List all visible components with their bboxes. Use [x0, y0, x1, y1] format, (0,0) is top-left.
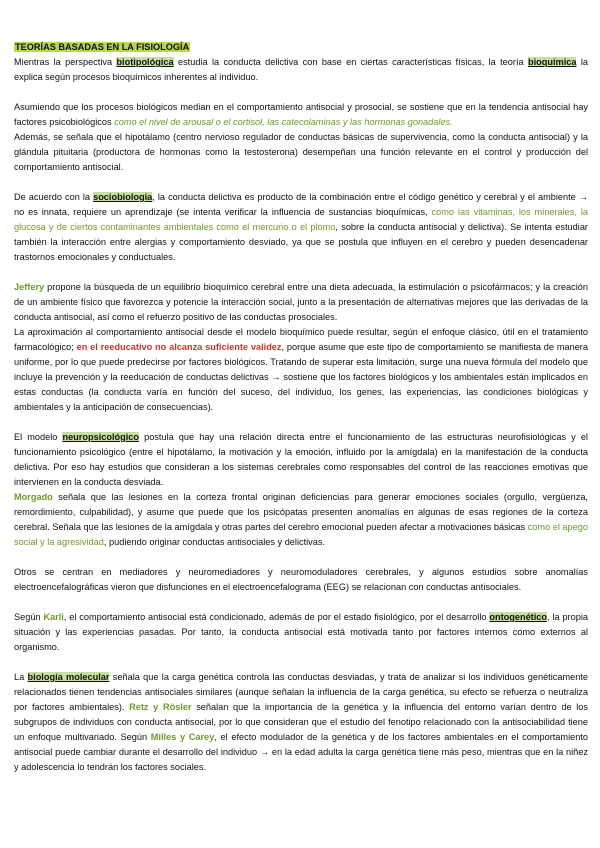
text: La aproximación al comportamiento antisocial desde el modelo bioquímico puede resultar, según el enfoque clásico, útil en el tratamiento farmacológico; [14, 327, 588, 352]
paragraph-10 [14, 610, 588, 655]
section-title: TEORÍAS BASADAS EN LA FISIOLOGÍA [15, 42, 190, 52]
text: postula que hay una relación directa entre el funcionamiento de las estructuras neurofisiológicas y el funcionamiento psicológico (entre el hipotálamo, la motivación y la emoción, influido por la amígdala) en la manifestación de la conducta delictiva. Por eso hay estudios que consideran a los sistemas cerebrales como responsables del control de las reacciones emotivas que intervienen en la conducta desviada. [14, 432, 588, 487]
author-jeffery: Jeffery [14, 282, 45, 292]
author-karli: Karli [43, 612, 64, 622]
term-bioquimica: bioquímica [527, 57, 577, 67]
paragraph-5 [14, 280, 588, 325]
paragraph-1 [14, 55, 588, 85]
text: El modelo [14, 432, 63, 442]
text: , la propia situación y las experiencias pasadas. Por tanto, la conducta antisocial está motivada tanto por factores internos como externos al organismo. [14, 612, 588, 652]
term-ontogenetico: ontogenético [489, 612, 548, 622]
author-retz-rosler: Retz y Rösler [129, 702, 192, 712]
paragraph-8 [14, 490, 588, 550]
paragraph-11 [14, 670, 588, 775]
text: estudia la conducta delictiva con base en ciertas características físicas, la teoría [173, 57, 528, 67]
term-sociobiologia: sociobiología [93, 192, 153, 202]
text: , el comportamiento antisocial está condicionado, además de por el estado fisiológico, por el desarrollo [63, 612, 490, 622]
text: , pudiendo originar conductas antisociales y delictivas. [103, 537, 326, 547]
author-milles-carey: Milles y Carey [150, 732, 215, 742]
paragraph-7 [14, 430, 588, 490]
red-text: en el reeducativo no alcanza suficiente validez [76, 342, 282, 352]
text: señala que las lesiones en la corteza frontal originan deficiencias para generar emociones sociales (orgullo, vergüenza, remordimiento, culpabilidad), y asume que puede que los psicópatas presenten anomalías en algunas de esas regiones de la corteza cerebral. Señala que las lesiones de la amígdala y otras partes del cerebro emocional pueden afectar a motivaciones básicas [14, 492, 588, 532]
paragraph-9: Otros se centran en mediadores y neuromediadores y neuromoduladores cerebrales, y algunos estudios sobre anomalías electroencefalográficas vieron que disfunciones en el electroencefalograma (EEG) se relacionan con conductas antisociales. [14, 567, 588, 592]
paragraph-3: Además, se señala que el hipotálamo (centro nervioso regulador de conductas básicas de supervivencia, como la conducta antisocial) y la glándula pituitaria (productora de hormonas como la testosterona) desempeñan una función relevante en el control y producción del comportamiento antisocial. [14, 132, 588, 172]
paragraph-2 [14, 100, 588, 130]
text: , la conducta delictiva es producto de la combinación entre el código genético y cerebral y el ambiente → no es innata, requiere un aprendizaje (se intenta verificar la influencia de sustancias bioquímicas, [14, 192, 588, 217]
text: la explica según procesos bioquímicos inherentes al individuo. [14, 57, 588, 82]
text: Según [14, 612, 44, 622]
text: Asumiendo que los procesos biológicos median en el comportamiento antisocial y prosocial, se sostiene que en la tendencia antisocial hay factores psicobiológicos [14, 102, 588, 127]
text: De acuerdo con la [14, 192, 94, 202]
text: señala que la carga genética controla las conductas desviadas, y trata de analizar si los individuos genéticamente relacionados tienen tendencias antisociales similares (aunque señalan la influencia de la carga genética, su efecto se refuerza o neutraliza por factores ambientales). [14, 672, 589, 712]
text: , sobre la conducta antisocial y delictiva). Se intenta estudiar también la interacción entre alergias y comportamiento desviado, ya que se postula que influyen en el cerebro y pueden desencadenar trastornos emocionales y conductuales. [14, 222, 588, 262]
text: Mientras la perspectiva [14, 57, 117, 67]
text: La [14, 672, 28, 682]
term-biologia-molecular: biología molecular [27, 672, 110, 682]
text: señalan que la importancia de la genética y la influencia del entorno varían dentro de los subgrupos de individuos con conducta antisocial, por lo que consideran que el estudio del fenotipo relacionado con la antisociabilidad tiene un enfoque multivariado. Según [14, 702, 588, 742]
paragraph-4 [14, 190, 588, 265]
term-biotipologica: biotipológica [116, 57, 174, 67]
paragraph-6 [14, 325, 588, 415]
author-morgado: Morgado [14, 492, 53, 502]
green-italic-text: como el nivel de arousal o el cortisol, las catecolaminas y las hormonas gonadales. [114, 117, 453, 127]
green-text: como el apego social y la agresividad [14, 522, 588, 547]
title-line [14, 40, 588, 55]
text: propone la búsqueda de un equilibrio bioquímico cerebral entre una dieta adecuada, la estimulación o psicofármacos; y la creación de un ambiente físico que favorezca y potencie la interacción social, junto a la presentación de alternativas mejores que las derivadas de la conducta antisocial, así como el refuerzo positivo de las conductas prosociales. [14, 282, 588, 322]
text: , porque asume que este tipo de comportamiento se manifiesta de manera uniforme, por lo que puede predecirse por factores biológicos. Tratando de superar esta limitación, surge una nueva fórmula del modelo que incluye la prevención y la reeducación de conductas delictivas → sostiene que los factores biológicos y los ambientales están implicados en estas conductas (la conducta varía en función del suceso, del individuo, los genes, las experiencias, las condiciones biológicas y ambientales y la anticipación de consecuencias). [14, 342, 588, 412]
text: , el efecto modulador de la genética y de los factores ambientales en el comportamiento antisocial puede cambiar durante el desarrollo del individuo → en la edad adulta la carga genética tiene más peso, mientras que en la niñez y adolescencia lo tendrán los factores sociales. [14, 732, 588, 772]
green-text: como las vitaminas, los minerales, la glucosa y de ciertos contaminantes ambientales como el mercurio o el plomo [14, 207, 589, 232]
term-neuropsicologico: neuropsicológico [62, 432, 140, 442]
